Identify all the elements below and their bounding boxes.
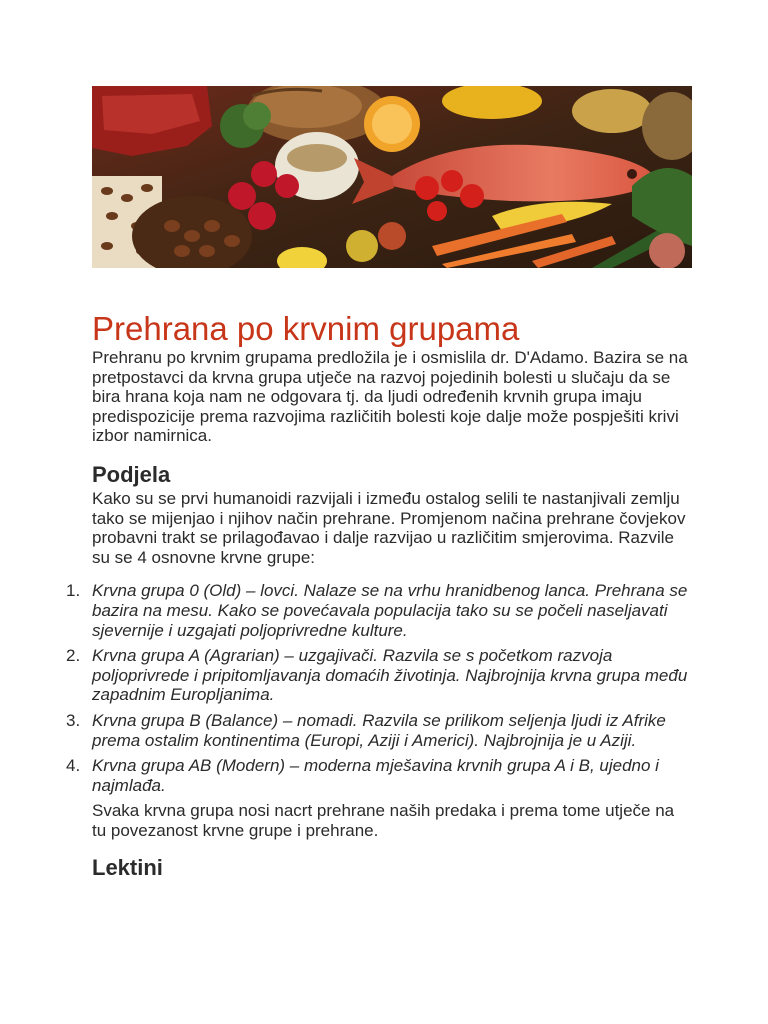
list-item (66, 581, 692, 640)
list-item-text: Krvna grupa B (Balance) – nomadi. Razvila se prilikom seljenja ljudi iz Afrike prema ostalim kontinentima (Europi, Aziji i Americi). Najbrojnija je u Aziji. (92, 710, 666, 750)
blood-group-list (66, 581, 692, 795)
list-item (66, 756, 692, 795)
list-item (66, 710, 692, 750)
list-number: 3. (66, 710, 81, 730)
list-number: 1. (66, 581, 81, 601)
section-heading-lektini: Lektini (92, 855, 163, 881)
closing-paragraph: Svaka krvna grupa nosi nacrt prehrane naših predaka i prema tome utječe na tu povezanost krvne grupe i prehrane. (92, 801, 675, 840)
list-item-text: Krvna grupa AB (Modern) – moderna mješavina krvnih grupa A i B, ujedno i najmlađa. (92, 756, 659, 795)
list-item-text: Krvna grupa 0 (Old) – lovci. Nalaze se na vrhu hranidbenog lanca. Prehrana se bazira na mesu. Kako se povećavala populacija tako su se počeli naseljavati sjevernije i uzgajati poljoprivredne kulture. (92, 581, 688, 640)
section-paragraph: Kako su se prvi humanoidi razvijali i između ostalog selili te nastanjivali zemlju tako se mijenjao i njihov način prehrane. Promjenom načina prehrane čovjekov probavni trakt se prilagođavao i dalje razvijao u različitim smjerovima. Razvile su se 4 osnovne krvne grupe: (92, 488, 686, 567)
list-number: 2. (66, 646, 81, 666)
page-title: Prehrana po krvnim grupama (92, 310, 520, 347)
section-heading-podjela: Podjela (92, 461, 171, 487)
list-number: 4. (66, 756, 81, 776)
list-item-text: Krvna grupa A (Agrarian) – uzgajivači. Razvila se s početkom razvoja poljoprivrede i pripitomljavanja domaćih životinja. Najbrojnija krvna grupa među zapadnim Europljanima. (92, 646, 688, 705)
list-item (66, 646, 692, 705)
intro-paragraph: Prehranu po krvnim grupama predložila je i osmislila dr. D'Adamo. Bazira se na pretpostavci da krvna grupa utječe na razvoj pojedinih bolesti u slučaju da se bira hrana koja nam ne odgovara tj. da ljudi određenih krvnih grupa imaju predispozicije prema razvojima različitih bolesti koje dalje može pospješiti krivi izbor namirnica. (92, 348, 688, 446)
food-photo-image (92, 86, 692, 268)
document-page (66, 86, 692, 882)
